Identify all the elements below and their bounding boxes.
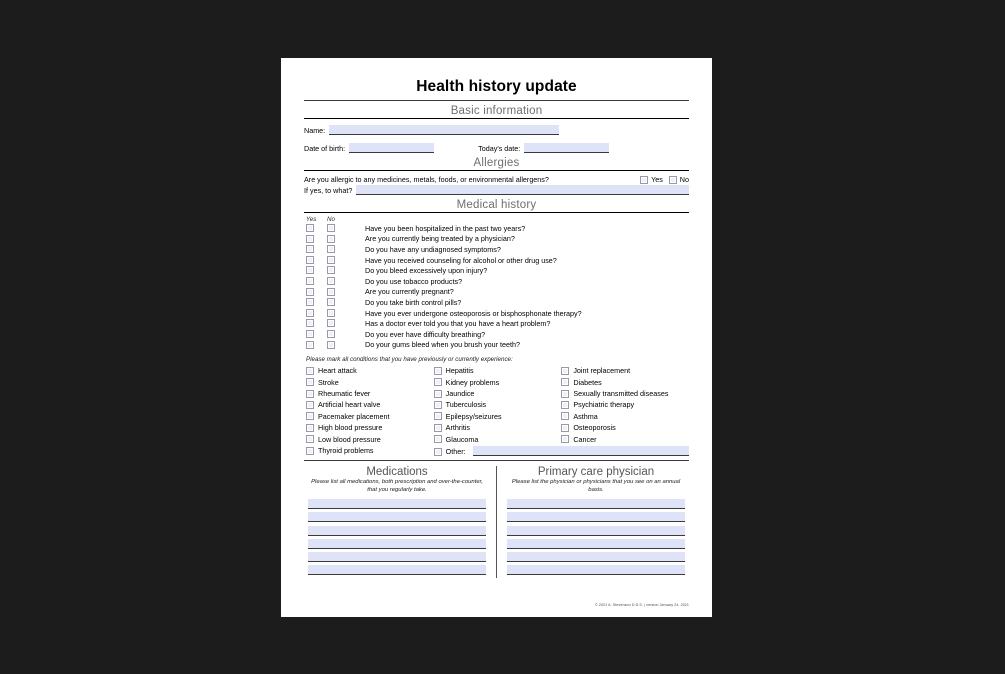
yes-column-header: Yes [306,216,317,223]
condition-checkbox[interactable] [306,378,314,386]
condition-label: Hepatitis [445,366,474,376]
allergy-option-no[interactable] [669,175,689,184]
condition-label: Artificial heart valve [318,400,381,410]
write-in-line[interactable] [507,552,685,562]
condition-cell[interactable] [306,411,434,422]
medical-history-row [304,297,689,308]
write-in-line[interactable] [507,539,685,549]
allergy-question-row [304,175,689,184]
condition-checkbox[interactable] [306,447,314,455]
medical-history-row [304,329,689,340]
condition-label: Kidney problems [445,377,500,387]
condition-checkbox[interactable] [306,401,314,409]
condition-cell[interactable] [306,422,434,433]
condition-label: Sexually transmitted diseases [573,389,669,399]
condition-label: Stroke [318,377,339,387]
condition-cell[interactable] [434,422,562,433]
condition-label: Rheumatic fever [318,389,371,399]
write-in-line[interactable] [308,552,486,562]
conditions-divider [304,460,689,461]
no-column-header: No [327,216,335,223]
medications-subtitle: Please list all medications, both prescription and over-the-counter, that you regularly take. [311,479,483,494]
medical-history-question-text: Are you currently being treated by a physician? [365,234,515,244]
basic-information-divider [304,118,689,119]
condition-other-checkbox[interactable] [434,448,442,456]
condition-checkbox[interactable] [434,435,442,443]
condition-checkbox[interactable] [434,424,442,432]
name-input[interactable] [329,125,559,135]
condition-label: Tuberculosis [445,400,487,410]
conditions-checklist [304,365,689,456]
allergy-question-text: Are you allergic to any medicines, metals, foods, or environmental allergens? [304,175,549,184]
condition-label: Arthritis [445,423,471,433]
medical-history-question-text: Has a doctor ever told you that you have a heart problem? [365,319,551,329]
name-label: Name: [304,126,326,135]
todays-date-input[interactable] [524,143,609,153]
allergy-followup-label: If yes, to what? [304,186,353,195]
write-in-line[interactable] [308,512,486,522]
allergy-followup-input[interactable] [356,185,689,195]
condition-label: Thyroid problems [318,446,374,456]
condition-checkbox[interactable] [561,378,569,386]
write-in-line[interactable] [507,526,685,536]
condition-label: Epilepsy/seizures [445,411,502,421]
write-in-line[interactable] [308,499,486,509]
condition-cell[interactable] [434,399,562,410]
write-in-line[interactable] [308,526,486,536]
medical-history-question-text: Have you received counseling for alcohol or other drug use? [365,255,557,265]
dates-row [304,143,689,153]
condition-label: Heart attack [318,366,357,376]
allergy-options [640,175,689,184]
condition-cell[interactable] [434,365,562,376]
condition-cell[interactable] [561,399,689,410]
medical-history-row [304,340,689,351]
condition-label: Diabetes [573,377,602,387]
primary-care-physician-title: Primary care physician [537,466,655,479]
condition-label: Psychiatric therapy [573,400,635,410]
condition-checkbox[interactable] [561,435,569,443]
condition-checkbox[interactable] [561,390,569,398]
medical-history-question-text: Have you ever undergone osteoporosis or bisphosphonate therapy? [365,308,582,318]
condition-checkbox[interactable] [306,390,314,398]
primary-care-physician-column [497,466,689,578]
medications-line-list [308,499,486,575]
allergy-option-yes[interactable] [640,175,663,184]
medical-history-row [304,318,689,329]
medical-history-question-text: Do you bleed excessively upon injury? [365,266,488,276]
medical-history-yes-cell [306,336,327,354]
name-row [304,125,689,135]
medical-history-question-list [304,223,689,350]
condition-other-row [434,445,689,456]
condition-cell[interactable] [561,388,689,399]
condition-cell[interactable] [306,388,434,399]
date-of-birth-input[interactable] [349,143,434,153]
condition-cell[interactable] [434,411,562,422]
condition-label: High blood pressure [318,423,383,433]
medical-history-row [304,223,689,234]
section-heading-medical-history: Medical history [456,199,537,211]
medical-history-row [304,234,689,245]
section-heading-allergies: Allergies [473,157,520,169]
bottom-columns [304,466,689,578]
date-of-birth-label: Date of birth: [304,144,346,153]
medical-history-question-text: Do your gums bleed when you brush your teeth? [365,340,521,350]
medical-history-no-cell [327,336,348,354]
condition-label: Glaucoma [445,434,479,444]
condition-cell[interactable] [306,433,434,444]
condition-cell[interactable] [306,445,434,456]
medical-history-divider [304,212,689,213]
condition-checkbox[interactable] [306,424,314,432]
allergy-yes-checkbox[interactable] [640,176,648,184]
write-in-line[interactable] [308,539,486,549]
condition-label: Asthma [573,411,598,421]
condition-cell[interactable] [561,365,689,376]
allergy-yes-label: Yes [651,175,663,184]
condition-label: Cancer [573,434,597,444]
allergy-no-label: No [679,175,689,184]
medical-history-row [304,255,689,266]
allergies-divider [304,170,689,171]
medical-history-question-text: Do you have any undiagnosed symptoms? [365,244,501,254]
medical-history-question-text: Have you been hospitalized in the past two years? [365,223,526,233]
allergy-no-checkbox[interactable] [669,176,677,184]
medical-history-row [304,287,689,298]
condition-cell[interactable] [561,411,689,422]
health-history-form-page [281,58,712,617]
condition-label: Low blood pressure [318,434,381,444]
condition-checkbox[interactable] [306,435,314,443]
condition-checkbox[interactable] [434,412,442,420]
medical-history-row [304,276,689,287]
todays-date-label: Today's date: [478,144,521,153]
condition-cell[interactable] [561,433,689,444]
yes-no-column-headers [304,216,689,223]
write-in-line[interactable] [507,565,685,575]
medical-history-no-checkbox[interactable] [327,341,335,349]
condition-cell[interactable] [306,399,434,410]
condition-checkbox[interactable] [434,367,442,375]
primary-care-physician-subtitle: Please list the physician or physicians that you see on an annual basis. [511,479,681,494]
medical-history-question-text: Do you ever have difficulty breathing? [365,329,486,339]
medical-history-question-text: Do you take birth control pills? [365,297,462,307]
section-heading-basic-information: Basic information [450,105,543,117]
condition-cell[interactable] [434,377,562,388]
medications-title: Medications [366,466,428,479]
medical-history-row [304,308,689,319]
condition-label: Jaundice [445,389,475,399]
write-in-line[interactable] [308,565,486,575]
condition-cell[interactable] [306,377,434,388]
condition-other-input[interactable] [473,446,689,456]
condition-checkbox[interactable] [561,367,569,375]
medical-history-yes-checkbox[interactable] [306,341,314,349]
condition-checkbox[interactable] [434,401,442,409]
condition-other-label: Other: [445,447,466,457]
condition-cell[interactable] [561,422,689,433]
write-in-line[interactable] [507,499,685,509]
condition-checkbox[interactable] [306,412,314,420]
title-divider [304,100,689,101]
page-title: Health history update [416,78,577,95]
condition-checkbox[interactable] [434,390,442,398]
footer-copyright: © 2021 A. Stevenson D.D.S. | version January 24, 2021 [595,603,689,607]
condition-label: Pacemaker placement [318,411,390,421]
medical-history-row [304,244,689,255]
medications-column [304,466,497,578]
medical-history-question-text: Are you currently pregnant? [365,287,454,297]
condition-checkbox[interactable] [434,378,442,386]
condition-cell[interactable] [561,377,689,388]
condition-label: Osteoporosis [573,423,616,433]
condition-cell[interactable] [434,388,562,399]
condition-checkbox[interactable] [306,367,314,375]
medical-history-row [304,265,689,276]
medical-history-question-text: Do you use tobacco products? [365,276,463,286]
write-in-line[interactable] [507,512,685,522]
condition-checkbox[interactable] [561,401,569,409]
condition-cell[interactable] [306,365,434,376]
conditions-instruction: Please mark all conditions that you have previously or currently experience: [306,356,513,364]
condition-cell[interactable] [434,433,562,444]
allergy-followup-row [304,185,689,195]
condition-checkbox[interactable] [561,424,569,432]
condition-checkbox[interactable] [561,412,569,420]
primary-care-physician-line-list [507,499,685,575]
condition-label: Joint replacement [573,366,631,376]
